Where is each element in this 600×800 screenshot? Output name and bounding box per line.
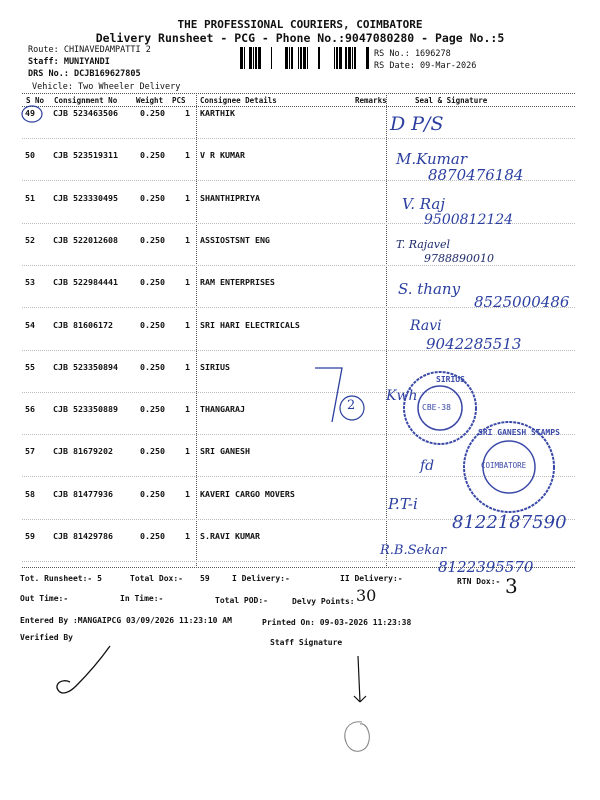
bracket-mark xyxy=(310,360,370,430)
row-weight: 0.250 xyxy=(140,362,165,372)
row-consignment: CJB 523519311 xyxy=(53,150,118,160)
row-sno: 54 xyxy=(25,320,35,330)
row-sno: 53 xyxy=(25,277,35,287)
row-pcs: 1 xyxy=(185,362,190,372)
row-weight: 0.250 xyxy=(140,277,165,287)
barcode-bar xyxy=(300,47,302,69)
barcode-bar xyxy=(339,47,342,69)
barcode-bar xyxy=(298,47,299,69)
sig-row-59-name: R.B.Sekar xyxy=(380,543,447,558)
barcode-bar xyxy=(318,47,320,69)
out-time-label: Out Time:- xyxy=(20,594,69,603)
row-pcs: 1 xyxy=(185,277,190,287)
stamp-bottom-ring: SRI GANESH STAMPS xyxy=(478,428,560,437)
row-pcs: 1 xyxy=(185,235,190,245)
row-sno: 55 xyxy=(25,362,35,372)
sig-row-53-phone: 8525000486 xyxy=(474,293,570,311)
sig-row-56: Kwh xyxy=(386,388,418,404)
row-weight: 0.250 xyxy=(140,404,165,414)
row-consignment: CJB 522012608 xyxy=(53,235,118,245)
sig-row-51-name: V. Raj xyxy=(402,195,445,213)
stamp-top-center: CBE-38 xyxy=(422,403,451,412)
row-sno: 56 xyxy=(25,404,35,414)
page-title: THE PROFESSIONAL COURIERS, COIMBATORE xyxy=(177,18,423,31)
row-pcs: 1 xyxy=(185,193,190,203)
barcode-bar xyxy=(289,47,290,69)
col-consignee: Consignee Details xyxy=(200,96,277,105)
row-pcs: 1 xyxy=(185,531,190,541)
i-delivery-label: I Delivery:- xyxy=(232,574,290,583)
row-consignee: SRI GANESH xyxy=(200,446,250,456)
row-consignment: CJB 523350894 xyxy=(53,362,118,372)
col-weight: Weight xyxy=(136,96,164,105)
barcode-bar xyxy=(249,47,252,69)
row-consignee: THANGARAJ xyxy=(200,404,245,414)
col-sno: S No xyxy=(26,96,45,105)
row-consignment: CJB 523463506 xyxy=(53,108,118,118)
sig-row-53-name: S. thany xyxy=(398,280,461,298)
row-consignee: SHANTHIPRIYA xyxy=(200,193,260,203)
barcode-bar xyxy=(348,47,351,69)
row-consignee: KARTHIK xyxy=(200,108,235,118)
row-consignment: CJB 523350889 xyxy=(53,404,118,414)
rtn-dox-handwritten: 3 xyxy=(505,574,518,598)
route-label: Route: CHINAVEDAMPATTI 2 xyxy=(28,45,151,55)
col-consignment: Consignment No xyxy=(54,96,118,105)
delvy-points-label: Delvy Points: xyxy=(292,597,355,606)
row-sno: 58 xyxy=(25,489,35,499)
row-sno: 50 xyxy=(25,150,35,160)
row-consignee: SRI HARI ELECTRICALS xyxy=(200,320,300,330)
barcode-bar xyxy=(240,47,243,69)
barcode-bar xyxy=(345,47,347,69)
staff-label: Staff: MUNIYANDI xyxy=(28,57,110,67)
sig-row-57: fd xyxy=(420,458,435,474)
row-pcs: 1 xyxy=(185,108,190,118)
barcode-bar xyxy=(285,47,288,69)
row-sno: 49 xyxy=(25,108,35,118)
printed-on: Printed On: 09-03-2026 11:23:38 xyxy=(262,618,412,627)
row-weight: 0.250 xyxy=(140,150,165,160)
verified-by-signature xyxy=(40,640,130,700)
staff-signature-label: Staff Signature xyxy=(270,638,343,647)
row-weight: 0.250 xyxy=(140,531,165,541)
row-weight: 0.250 xyxy=(140,193,165,203)
row-separator xyxy=(22,265,575,266)
barcode-bar xyxy=(271,47,272,69)
row-consignment: CJB 522984441 xyxy=(53,277,118,287)
tot-runsheet: Tot. Runsheet:- 5 xyxy=(20,574,102,583)
row-consignment: CJB 81679202 xyxy=(53,446,113,456)
row-separator xyxy=(22,392,575,393)
barcode-bar xyxy=(354,47,356,69)
sig-row-52-name: T. Rajavel xyxy=(396,238,451,251)
drs-label: DRS No.: DCJB169627805 xyxy=(28,69,141,79)
sig-row-51-phone: 9500812124 xyxy=(424,212,514,228)
col-pcs: PCS xyxy=(172,96,186,105)
row-consignment: CJB 81429786 xyxy=(53,531,113,541)
row-49-circle-mark xyxy=(20,104,44,124)
barcode-bar xyxy=(253,47,254,69)
barcode-bar xyxy=(334,47,335,69)
row-sno: 59 xyxy=(25,531,35,541)
row-pcs: 1 xyxy=(185,489,190,499)
barcode-bar xyxy=(291,47,293,69)
row-pcs: 1 xyxy=(185,320,190,330)
stamp-bottom-center: COIMBATORE xyxy=(481,461,527,470)
row-sno: 52 xyxy=(25,235,35,245)
row-pcs: 1 xyxy=(185,446,190,456)
row-separator xyxy=(22,138,575,139)
rs-number: RS No.: 1696278 xyxy=(374,49,451,59)
row-consignee: S.RAVI KUMAR xyxy=(200,531,260,541)
sig-row-58-phone: 8122187590 xyxy=(452,512,567,533)
row-consignment: CJB 523330495 xyxy=(53,193,118,203)
row-consignee: ASSIOSTSNT ENG xyxy=(200,235,270,245)
total-dox-value: 59 xyxy=(200,574,210,583)
sig-row-58-name: P.T-i xyxy=(388,495,418,513)
row-consignee: SIRIUS xyxy=(200,362,230,372)
sig-row-54-phone: 9042285513 xyxy=(426,335,522,353)
row-weight: 0.250 xyxy=(140,489,165,499)
rtn-dox-label: RTN Dox:- xyxy=(457,577,501,586)
row-weight: 0.250 xyxy=(140,446,165,456)
entered-by: Entered By :MANGAIPCG 03/09/2026 11:23:10 AM xyxy=(20,616,232,625)
sig-row-52-phone: 9788890010 xyxy=(424,252,494,265)
sig-row-59-phone: 8122395570 xyxy=(438,558,534,576)
row-weight: 0.250 xyxy=(140,320,165,330)
sig-row-50-name: M.Kumar xyxy=(396,150,468,168)
in-time-label: In Time:- xyxy=(120,594,164,603)
delvy-points-handwritten: 30 xyxy=(356,586,377,605)
row-consignee: V R KUMAR xyxy=(200,150,245,160)
barcode-bar xyxy=(258,47,261,69)
page-subtitle: Delivery Runsheet - PCG - Phone No.:9047080280 - Page No.:5 xyxy=(95,31,505,45)
circled-number: 2 xyxy=(347,398,356,413)
row-consignee: KAVERI CARGO MOVERS xyxy=(200,489,295,499)
row-sno: 57 xyxy=(25,446,35,456)
ii-delivery-label: II Delivery:- xyxy=(340,574,403,583)
row-consignment: CJB 81477936 xyxy=(53,489,113,499)
stamp-top-ring: SIRIUS xyxy=(436,375,465,384)
barcode-bar xyxy=(255,47,257,69)
row-consignment: CJB 81606172 xyxy=(53,320,113,330)
row-pcs: 1 xyxy=(185,404,190,414)
row-consignee: RAM ENTERPRISES xyxy=(200,277,275,287)
row-sno: 51 xyxy=(25,193,35,203)
total-dox-label: Total Dox:- xyxy=(130,574,183,583)
row-pcs: 1 xyxy=(185,150,190,160)
barcode-bar xyxy=(307,47,308,69)
sig-row-49: D P/S xyxy=(390,113,444,135)
barcode-bar xyxy=(352,47,353,69)
barcode-bar xyxy=(244,47,245,69)
barcode-bar xyxy=(366,47,369,69)
barcode-bar xyxy=(303,47,306,69)
row-weight: 0.250 xyxy=(140,235,165,245)
vehicle-label: Vehicle: Two Wheeler Delivery xyxy=(32,82,181,92)
rs-date: RS Date: 09-Mar-2026 xyxy=(374,61,477,71)
row-weight: 0.250 xyxy=(140,108,165,118)
sig-row-50-phone: 8870476184 xyxy=(428,166,524,184)
barcode-bar xyxy=(336,47,338,69)
staff-signature-scribble xyxy=(330,650,390,800)
total-pod-label: Total POD:- xyxy=(215,596,268,605)
verified-by-label: Verified By xyxy=(20,633,73,642)
sig-row-54-name: Ravi xyxy=(410,318,442,334)
col-seal-signature: Seal & Signature xyxy=(415,96,488,105)
col-remarks: Remarks xyxy=(355,96,387,105)
barcode xyxy=(240,47,370,71)
